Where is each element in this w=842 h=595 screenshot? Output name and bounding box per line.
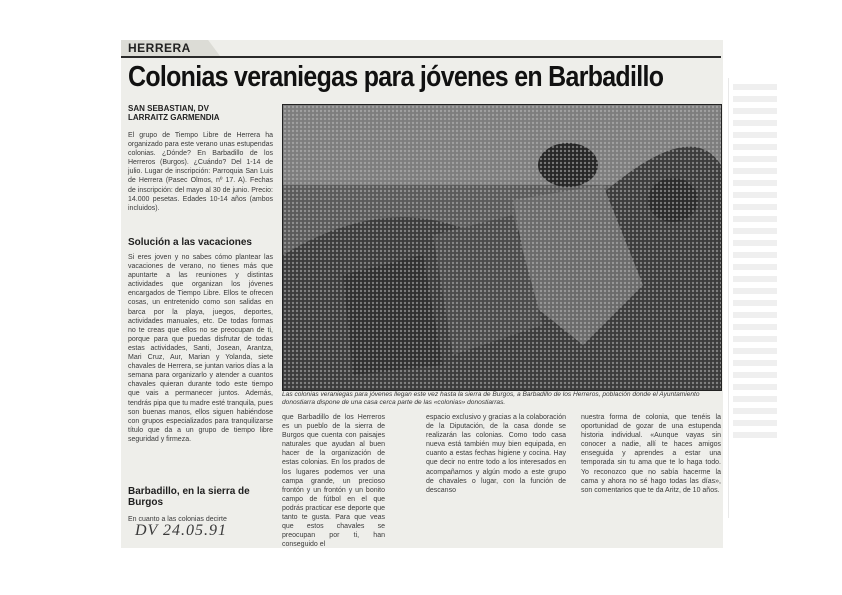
column-4-body: nuestra forma de colonia, que tenéis la oportunidad de gozar de una estupenda historia individual. «Aunque vayas sin conocer a nadie, allí te haces amigos enseguida y aprendes a estar una temporada sin tu ama que te lo haga todo. Yo reconozco que no sabía hacerme la cama y ahora no sé hago todas las días», son comentarios que te da Aritz, de 10 años. [581, 414, 721, 494]
photo-halftone [283, 105, 721, 390]
byline-place: SAN SEBASTIAN, DV [128, 104, 209, 113]
bleed-through-text [728, 78, 781, 518]
column-1-body: Si eres joven y no sabes cómo plantear las vacaciones de verano, no tienes más que apuntarte a las reuniones y distintas actividades que organizan los jóvenes encargados de Tiempo Libre. Ellos te ofrecen cosas, un entretenido como son salidas en barca por la playa, juegos, deportes, actividades manuales, etc. De todas formas no te creas que ellos no se preocupan de ti, porque para que puedas disfrutar de todas estas actividades, Santi, Josean, Arantza, Mari Cruz, Aur, Marian y Yolanda, siete chavales de Herrera, se juntan varios días a la semana para organizarlo y atender a cuantos chavales quieran durante todo este tiempo que vais a permanecer juntos. Además, tendrás pipa que tu madre esté tranquila, pues son buenas manos, ellos siguen habiéndose con grupos especializados para tranquilizarse título que da a un grupo de tiempo libre seguridad y firmeza. [128, 254, 273, 443]
column-2-body: que Barbadillo de los Herreros es un pueblo de la sierra de Burgos que cuenta con paisajes naturales que ayudan al buen hacer de la organización de estas colonias. En los prados de los lugares podemos ver una campa grande, un precioso frontón y un frontón y un bonito campo de fútbol en el que podrás practicar ese deporte que tanto te gusta. Para que veas que estos chavales se preocupan por ti, han conseguido el [282, 414, 385, 549]
photo-caption: Las colonias veraniegas para jóvenes llegan este vez hasta la sierra de Burgos, a Barbadillo de los Herreros, población donde el Ayuntamiento donostiarra dispone de una casa cerca parte de las «colonias» donostiarras. [282, 391, 700, 406]
subhead-barbadillo: Barbadillo, en la sierra de Burgos [128, 486, 250, 508]
newspaper-clipping [121, 40, 723, 548]
section-label: HERRERA [128, 41, 191, 55]
byline [128, 104, 278, 122]
column-3-body: espacio exclusivo y gracias a la colaboración de la Diputación, de la casa donde se realizarán las colonias. Como todo casa nueva está también muy bien equipada, en cuanto a estas fechas higiene y cocina. Hay que decir no entre todo a los interesados en acompañarnos y algún modo a este grupo de chavales o lugar, con la función de descanso [426, 414, 566, 494]
header-rule [121, 56, 721, 58]
byline-author: LARRAITZ GARMENDIA [128, 113, 220, 122]
subhead-vacaciones: Solución a las vacaciones [128, 237, 252, 248]
column-1-end: En cuanto a las colonias decirte [128, 516, 227, 523]
headline: Colonias veraniegas para jóvenes en Barbadillo [128, 61, 664, 93]
handwritten-date-stamp: DV 24.05.91 [135, 522, 228, 539]
news-photo [282, 104, 722, 391]
intro-paragraph: El grupo de Tiempo Libre de Herrera ha organizado para este verano unas estupendas colonias. ¿Dónde? En Barbadillo de los Herreros (Burgos). ¿Cuándo? Del 1-14 de julio. Lugar de inscripción: Parroquia San Luis de Herrera (Pasec Olmos, nº 17. A). Fechas de inscripción: del mayo al 30 de junio. Precio: 14.000 pesetas. Edades 10-14 años (ambos incluidos). [128, 132, 273, 212]
